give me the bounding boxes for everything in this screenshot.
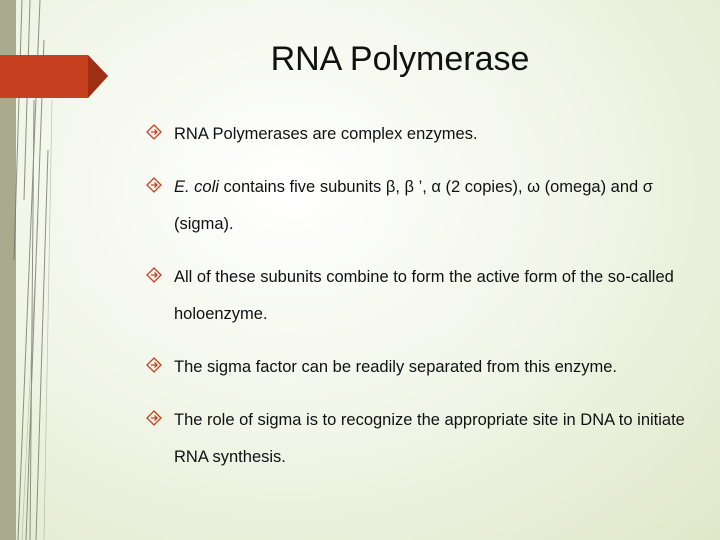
slide-title: RNA Polymerase [270, 40, 530, 78]
diamond-arrow-icon [146, 124, 162, 140]
diamond-arrow-icon [146, 357, 162, 373]
bullet-item [146, 169, 691, 243]
bullet-item [146, 259, 691, 333]
bullet-list [146, 116, 691, 492]
bullet-text: The sigma factor can be readily separated from this enzyme. [174, 358, 617, 376]
bullet-text: contains five subunits β, β ’, α (2 copies), ω (omega) and σ (sigma). [174, 178, 653, 233]
bullet-item [146, 349, 691, 386]
bullet-italic-prefix: E. coli [174, 178, 219, 196]
title-accent-tab [0, 55, 108, 98]
bullet-item [146, 402, 691, 476]
bullet-text: The role of sigma is to recognize the appropriate site in DNA to initiate RNA synthesis. [174, 411, 685, 466]
diamond-arrow-icon [146, 267, 162, 283]
diamond-arrow-icon [146, 177, 162, 193]
bullet-text: All of these subunits combine to form the active form of the so-called holoenzyme. [174, 268, 674, 323]
diamond-arrow-icon [146, 410, 162, 426]
bullet-text: RNA Polymerases are complex enzymes. [174, 125, 478, 143]
bullet-item [146, 116, 691, 153]
